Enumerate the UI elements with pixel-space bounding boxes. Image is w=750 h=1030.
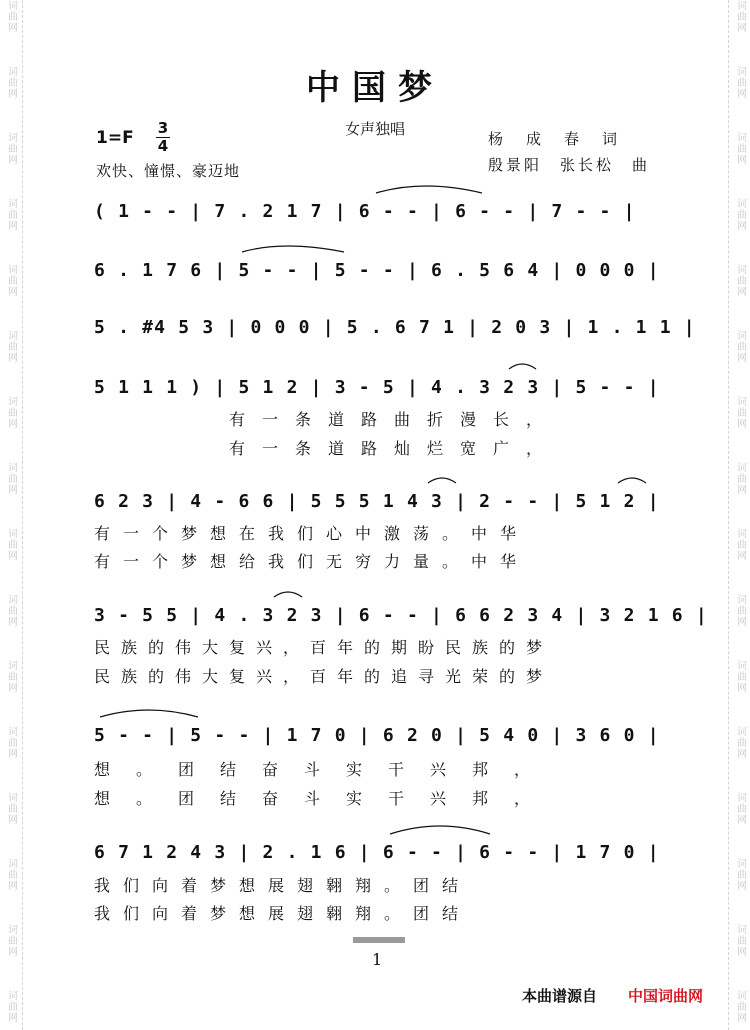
slur	[100, 710, 198, 717]
time-signature	[156, 120, 170, 155]
page-number: 1	[372, 950, 383, 969]
score-line	[94, 603, 708, 629]
lyric-line: 我们向着梦想展翅翱翔。团结	[94, 904, 472, 923]
watermark-text: 词曲网	[734, 198, 746, 231]
notation-line: 5 . #4 5 3 | 0 0 0 | 5 . 6 7 1 | 2 0 3 | 1 . 1 1 |	[94, 317, 696, 338]
page-divider	[353, 937, 405, 943]
slur-marks	[94, 475, 664, 515]
watermark-text: 词曲网	[734, 792, 746, 825]
key-signature: 1=F	[96, 128, 134, 148]
left-margin-line	[22, 0, 23, 1030]
score-line	[94, 315, 696, 341]
score-line	[94, 723, 664, 749]
slur-marks	[94, 709, 664, 749]
lyric-line: 有一条道路曲折漫长，	[229, 410, 560, 429]
notation-line: 6 7 1 2 4 3 | 2 . 1 6 | 6 - - | 6 - - | 1 7 0 |	[94, 842, 660, 863]
watermark-text: 词曲网	[734, 594, 746, 627]
tempo-marking: 欢快、憧憬、豪迈地	[96, 162, 241, 180]
watermark-text: 词曲网	[5, 0, 17, 33]
lyric-line: 想。团结奋斗实干兴邦，	[94, 760, 557, 779]
slur-marks	[94, 185, 664, 225]
watermark-text: 词曲网	[734, 396, 746, 429]
watermark-text: 词曲网	[734, 726, 746, 759]
watermark-text: 词曲网	[5, 594, 17, 627]
slur-marks	[94, 589, 664, 629]
lyric-line: 有一个梦想给我们无穷力量。中华	[94, 552, 530, 571]
composer-credit: 殷景阳 张长松 曲	[488, 156, 651, 174]
watermark-text: 词曲网	[5, 858, 17, 891]
watermark-text: 词曲网	[5, 924, 17, 957]
watermark-text: 词曲网	[5, 462, 17, 495]
score-line	[94, 489, 664, 515]
notation-line: 5 - - | 5 - - | 1 7 0 | 6 2 0 | 5 4 0 | 3 6 0 |	[94, 725, 660, 746]
slur	[509, 364, 536, 369]
watermark-text: 词曲网	[5, 198, 17, 231]
watermark-text: 词曲网	[5, 660, 17, 693]
lyric-line: 有一个梦想在我们心中激荡。中华	[94, 524, 530, 543]
lyric-line: 想。团结奋斗实干兴邦，	[94, 789, 557, 808]
watermark-text: 词曲网	[5, 330, 17, 363]
watermark-text: 词曲网	[734, 66, 746, 99]
source-label: 本曲谱源自	[522, 987, 598, 1005]
watermark-text: 词曲网	[734, 924, 746, 957]
score-line	[94, 375, 664, 401]
lyric-line: 有一条道路灿烂宽广，	[229, 439, 560, 458]
watermark-text: 词曲网	[5, 528, 17, 561]
song-title: 中国梦	[306, 68, 444, 108]
score-line	[94, 840, 664, 866]
watermark-text: 词曲网	[5, 264, 17, 297]
slur	[618, 478, 646, 483]
watermark-text: 词曲网	[734, 990, 746, 1023]
watermark-text: 词曲网	[734, 528, 746, 561]
watermark-text: 词曲网	[734, 264, 746, 297]
lyric-line: 民族的伟大复兴，百年的追寻光荣的梦	[94, 667, 554, 686]
slur	[390, 826, 490, 834]
watermark-text: 词曲网	[734, 0, 746, 33]
watermark-text: 词曲网	[734, 330, 746, 363]
time-signature-bottom: 4	[157, 137, 169, 155]
watermark-text: 词曲网	[5, 132, 17, 165]
slur-marks	[94, 361, 664, 401]
lyric-line: 我们向着梦想展翅翱翔。团结	[94, 876, 472, 895]
right-margin-line	[728, 0, 729, 1030]
slur	[428, 478, 456, 483]
slur	[274, 592, 302, 597]
slur-marks	[94, 244, 664, 284]
lyric-line: 民族的伟大复兴，百年的期盼民族的梦	[94, 638, 554, 657]
watermark-text: 词曲网	[5, 396, 17, 429]
right-watermark-strip	[733, 0, 747, 1030]
watermark-text: 词曲网	[5, 726, 17, 759]
score-line	[94, 258, 664, 284]
notation-line: 6 2 3 | 4 - 6 6 | 5 5 5 1 4 3 | 2 - - | 5 1 2 |	[94, 491, 660, 512]
left-watermark-strip	[4, 0, 18, 1030]
performance-type: 女声独唱	[345, 120, 406, 138]
watermark-text: 词曲网	[5, 66, 17, 99]
notation-line: ( 1 - - | 7 . 2 1 7 | 6 - - | 6 - - | 7 - - |	[94, 201, 636, 222]
slur	[376, 186, 482, 193]
watermark-text: 词曲网	[734, 858, 746, 891]
watermark-text: 词曲网	[734, 132, 746, 165]
source-site-link[interactable]: 中国词曲网	[628, 987, 704, 1005]
time-signature-top: 3	[157, 119, 169, 137]
notation-line: 5 1 1 1 ) | 5 1 2 | 3 - 5 | 4 . 3 2 3 | 5 - - |	[94, 377, 660, 398]
slur	[242, 246, 344, 252]
slur-marks	[94, 826, 664, 866]
lyricist-credit: 杨 成 春 词	[488, 130, 622, 148]
watermark-text: 词曲网	[5, 792, 17, 825]
notation-line: 6 . 1 7 6 | 5 - - | 5 - - | 6 . 5 6 4 | 0 0 0 |	[94, 260, 660, 281]
watermark-text: 词曲网	[734, 660, 746, 693]
notation-line: 3 - 5 5 | 4 . 3 2 3 | 6 - - | 6 6 2 3 4 | 3 2 1 6 |	[94, 605, 708, 626]
watermark-text: 词曲网	[5, 990, 17, 1023]
watermark-text: 词曲网	[734, 462, 746, 495]
score-line	[94, 199, 664, 225]
